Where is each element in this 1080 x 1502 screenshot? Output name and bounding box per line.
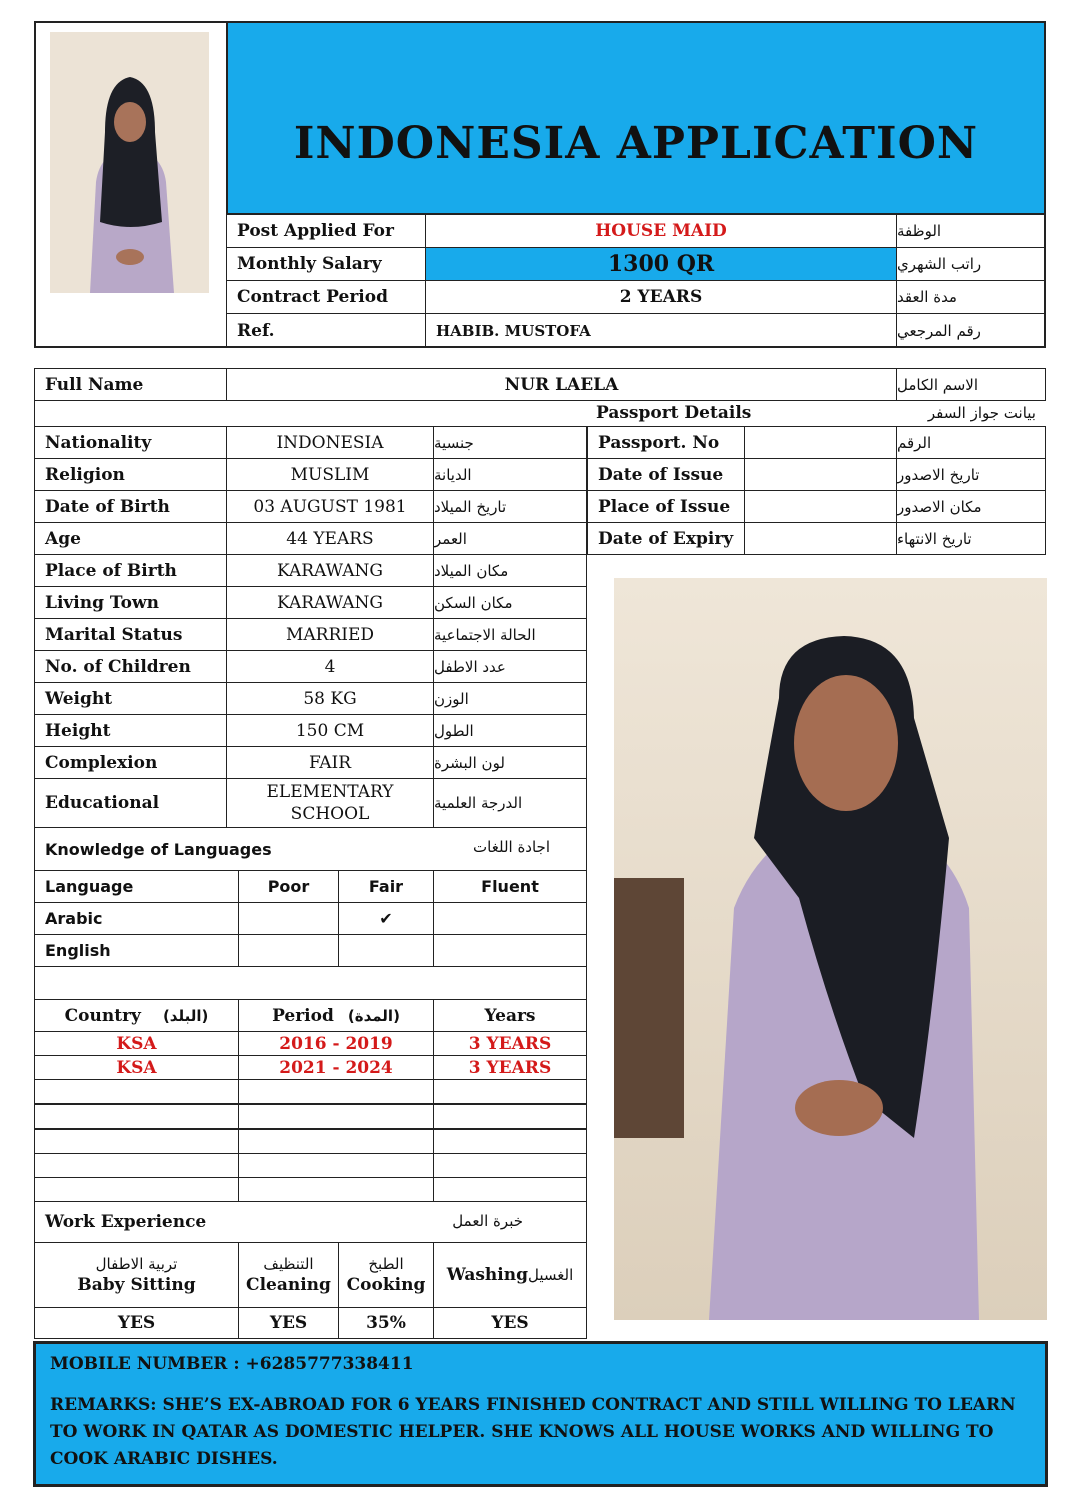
- languages-title: Knowledge of Languages: [34, 827, 587, 871]
- personal-label-ar: الديانة: [433, 458, 587, 491]
- applicant-photo-small: [50, 32, 209, 293]
- skill-header: [34, 1242, 239, 1308]
- skill-value: YES: [34, 1307, 239, 1339]
- ref-value: HABIB. MUSTOFA: [425, 313, 897, 348]
- post-label-ar: الوظفة: [896, 214, 1046, 248]
- personal-label: Complexion: [34, 746, 227, 779]
- years-header: Years: [433, 999, 587, 1032]
- passport-value: [744, 458, 897, 491]
- passport-label-ar: مكان الاصدور: [896, 490, 1046, 523]
- personal-label-ar: مكان الميلاد: [433, 554, 587, 587]
- experience-cell: [433, 1129, 587, 1154]
- personal-label-ar: مكان السكن: [433, 586, 587, 619]
- experience-cell: [433, 1104, 587, 1129]
- passport-label: Place of Issue: [587, 490, 745, 523]
- contract-label-ar: مدة العقد: [896, 280, 1046, 314]
- experience-cell: [433, 1153, 587, 1178]
- skill-ar: الطبخ: [368, 1255, 404, 1273]
- period-header-label: Period: [272, 1005, 334, 1026]
- personal-label: Date of Birth: [34, 490, 227, 523]
- skill-value: YES: [238, 1307, 339, 1339]
- skill-ar: التنظيف: [263, 1255, 314, 1273]
- skill-en: Baby Sitting: [77, 1275, 196, 1295]
- personal-label-ar: لون البشرة: [433, 746, 587, 779]
- language-header: Fair: [338, 870, 434, 903]
- personal-value: 58 KG: [226, 682, 434, 715]
- fullname-value: NUR LAELA: [226, 368, 897, 401]
- personal-value: KARAWANG: [226, 586, 434, 619]
- passport-label: Date of Issue: [587, 458, 745, 491]
- experience-cell: [238, 1079, 434, 1104]
- post-value: HOUSE MAID: [425, 214, 897, 248]
- experience-cell: [34, 1104, 239, 1129]
- personal-label: Marital Status: [34, 618, 227, 651]
- country-header: [34, 999, 239, 1032]
- remarks: REMARKS: SHE’S EX-ABROAD FOR 6 YEARS FINISHED CONTRACT AND STILL WILLING TO LEARN TO WORK IN QATAR AS DOMESTIC HELPER. SHE KNOWS ALL HOUSE WORKS AND WILLING TO COOK ARABIC DISHES.: [50, 1395, 1016, 1469]
- experience-cell: [34, 1129, 239, 1154]
- personal-value: ELEMENTARY SCHOOL: [226, 778, 434, 828]
- passport-value: [744, 490, 897, 523]
- personal-label: Age: [34, 522, 227, 555]
- personal-value: 03 AUGUST 1981: [226, 490, 434, 523]
- language-header: Fluent: [433, 870, 587, 903]
- work-title: Work Experience: [34, 1201, 587, 1243]
- personal-label: Weight: [34, 682, 227, 715]
- country-header-ar: (البلد): [162, 1006, 209, 1025]
- personal-label: Nationality: [34, 426, 227, 459]
- footer-box: [33, 1341, 1048, 1487]
- experience-cell: 2021 - 2024: [238, 1055, 434, 1080]
- passport-title: Passport Details: [596, 403, 752, 423]
- passport-label: Passport. No: [587, 426, 745, 459]
- experience-cell: [433, 1177, 587, 1202]
- post-label: Post Applied For: [226, 214, 426, 248]
- personal-value: 150 CM: [226, 714, 434, 747]
- mobile-number: MOBILE NUMBER : +6285777338411: [50, 1354, 414, 1374]
- personal-label: Height: [34, 714, 227, 747]
- language-cell: [433, 934, 587, 967]
- passport-title-ar: بيانت جواز السفر: [927, 404, 1036, 422]
- languages-spacer: [34, 966, 587, 1000]
- passport-value: [744, 426, 897, 459]
- personal-label-ar: الحالة الاجتماعية: [433, 618, 587, 651]
- work-title-ar: خبرة العمل: [452, 1212, 523, 1230]
- personal-label: Living Town: [34, 586, 227, 619]
- skill-en: Cooking: [346, 1275, 426, 1295]
- experience-cell: [238, 1177, 434, 1202]
- salary-label-ar: راتب الشهري: [896, 247, 1046, 281]
- experience-cell: [34, 1079, 239, 1104]
- skill-header: [238, 1242, 339, 1308]
- language-cell: ✔: [338, 902, 434, 935]
- personal-value: 44 YEARS: [226, 522, 434, 555]
- applicant-photo-large: [614, 578, 1047, 1320]
- language-cell: Arabic: [34, 902, 239, 935]
- passport-value: [744, 522, 897, 555]
- passport-label: Date of Expiry: [587, 522, 745, 555]
- language-cell: English: [34, 934, 239, 967]
- contract-value: 2 YEARS: [425, 280, 897, 314]
- experience-cell: [238, 1104, 434, 1129]
- personal-label-ar: الطول: [433, 714, 587, 747]
- salary-value: 1300 QR: [425, 247, 897, 281]
- experience-cell: 2016 - 2019: [238, 1031, 434, 1056]
- fullname-label-ar: الاسم الكامل: [896, 368, 1046, 401]
- country-header-label: Country: [64, 1005, 141, 1026]
- skill-value: YES: [433, 1307, 587, 1339]
- experience-cell: 3 YEARS: [433, 1055, 587, 1080]
- experience-cell: KSA: [34, 1055, 239, 1080]
- language-cell: [338, 934, 434, 967]
- languages-title-ar: اجادة اللغات: [473, 838, 550, 856]
- experience-cell: KSA: [34, 1031, 239, 1056]
- personal-value: KARAWANG: [226, 554, 434, 587]
- personal-label: No. of Children: [34, 650, 227, 683]
- experience-cell: [238, 1153, 434, 1178]
- personal-label-ar: الدرجة العلمية: [433, 778, 587, 828]
- personal-value: 4: [226, 650, 434, 683]
- period-header-ar: (المدة): [347, 1006, 400, 1025]
- contract-label: Contract Period: [226, 280, 426, 314]
- skill-ar: الغسيل: [528, 1266, 574, 1284]
- personal-label: Religion: [34, 458, 227, 491]
- passport-label-ar: الرقم: [896, 426, 1046, 459]
- period-header: [238, 999, 434, 1032]
- language-cell: [433, 902, 587, 935]
- personal-label-ar: جنسية: [433, 426, 587, 459]
- experience-cell: [34, 1153, 239, 1178]
- experience-cell: [238, 1129, 434, 1154]
- salary-label: Monthly Salary: [226, 247, 426, 281]
- personal-label-ar: تاريخ الميلاد: [433, 490, 587, 523]
- language-cell: [238, 934, 339, 967]
- row-spacer: [34, 400, 587, 427]
- personal-value: INDONESIA: [226, 426, 434, 459]
- experience-cell: [433, 1079, 587, 1104]
- fullname-label: Full Name: [34, 368, 227, 401]
- ref-label: Ref.: [226, 313, 426, 348]
- skill-header: [433, 1242, 587, 1308]
- personal-value: MUSLIM: [226, 458, 434, 491]
- personal-label: Place of Birth: [34, 554, 227, 587]
- page-title: INDONESIA APPLICATION: [293, 117, 979, 169]
- personal-label-ar: عدد الاطفل: [433, 650, 587, 683]
- passport-label-ar: تاريخ الاصدور: [896, 458, 1046, 491]
- skill-header: [338, 1242, 434, 1308]
- personal-label: Educational: [34, 778, 227, 828]
- personal-label-ar: الوزن: [433, 682, 587, 715]
- skill-value: 35%: [338, 1307, 434, 1339]
- passport-label-ar: تاريخ الانتهاء: [896, 522, 1046, 555]
- personal-value: MARRIED: [226, 618, 434, 651]
- language-cell: [238, 902, 339, 935]
- personal-label-ar: العمر: [433, 522, 587, 555]
- skill-ar: تربية الاطفال: [95, 1255, 178, 1273]
- skill-en: Washing: [446, 1265, 528, 1285]
- experience-cell: [34, 1177, 239, 1202]
- language-header: Poor: [238, 870, 339, 903]
- ref-label-ar: رقم المرجعي: [896, 313, 1046, 348]
- experience-cell: 3 YEARS: [433, 1031, 587, 1056]
- skill-en: Cleaning: [246, 1275, 331, 1295]
- title-banner: [226, 21, 1046, 215]
- personal-value: FAIR: [226, 746, 434, 779]
- language-header: Language: [34, 870, 239, 903]
